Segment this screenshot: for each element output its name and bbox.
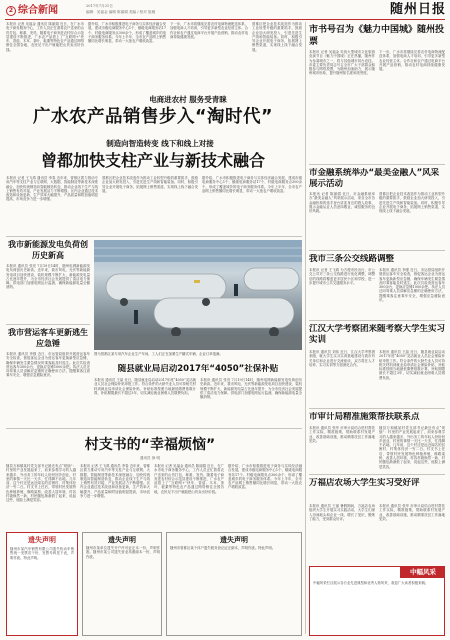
lead-kicker: 电商进农村 服务受青睐 [149, 95, 227, 104]
brief-body: 本报讯 通讯员 张亮 7月19日14时，随州电网新能源发电负荷创历史新高。近年来，我市风电、光伏等新能源发电项目加快建设，装机规模不断扩大，新能源发电量占比逐年提升，为全市经济社会发展提供了清洁电力保障。供电部门加强电网运行监测，确保新能源电量全额消纳。 [6, 264, 90, 290]
employment-body: 本报讯 通讯员 王晶 近日，随县就业局启动2017年度“4050”灵活就业人员社会保险补贴申报工作。符合条件的大龄失业人员可持相关材料到就业局申请社会保险补贴，补贴标准按照当地最低缴费基数计算，补贴期限最长不超过3年，切实减轻就业困难人员缴费负担。 [94, 378, 196, 395]
notice-box [82, 532, 162, 636]
photo-caption: 图为曾都区某专用汽车企业生产车间，工人们正在加紧生产罐式车辆，企业订单饱满。 [94, 352, 223, 356]
second-body: 本报讯 记者 王飞鸿 通讯员 李春 近年来，曾都区着力推动专用汽车等支柱产业与互联网、大数据、智能制造等新技术深度融合，加快传统制造向智能制造转变，推动企业线下生产与线上销售有效对接，产业发展活力不断增强。区内企业通过技术改造和设备更新，生产效率大幅提升，产品质量和附加值明显提高，市场竞争力进一步增强。 [6, 176, 98, 202]
right-body-2: 本报讯 通讯员 王晶 近日，随县就业局启动2017年度“4050”灵活就业人员社会保险补贴申报工作。符合条件的大龄失业人员可持相关材料到就业局申请社会保险补贴，补贴标准按照当地最低缴费基数计算，补贴期限最长不超过3年，切实减轻就业困难人员缴费负担。 [379, 350, 445, 380]
lead-headline: 广水农产品销售步入“淘时代” [32, 107, 273, 127]
brief-headline: 我市营运客车更新逃生应急锤 [8, 328, 88, 348]
feature-body-4: 据介绍，广水市积极推进电子商务与实体经济融合发展，建成市级电商服务中心1个、镇级电商服务站17个、村级电商服务点300余个，形成了覆盖城乡的电子商务服务体系。今年上半年，全市农产品网上销售额同比增长明显，带动一大批农户增收致富。 [228, 464, 302, 490]
right-body-2: 下一步，广水市将继续完善农村电商物流配送体系，加强电商人才培训，引导更多新型农业经营主体、合作社和农户通过电商平台开展产品营销，推动农村电商持续健康发展。 [379, 50, 445, 72]
employment-body-2: 本报讯 通讯员 张亮 7月19日14时，随州电网新能源发电负荷创历史新高。近年来，我市风电、光伏等新能源发电项目加快建设，装机规模不断扩大，新能源发电量占比逐年提升，为全市经济社会发展提供了清洁电力保障。供电部门加强电网运行监测，确保新能源电量全额消纳。 [200, 378, 302, 400]
right-headline: 我市三条公交线路调整 [309, 254, 395, 264]
ad-title: 遗失声明 [28, 536, 56, 544]
divider [309, 164, 445, 165]
lead-body-mid: 据介绍，广水市积极推进电子商务与实体经济融合发展，建成市级电商服务中心1个、镇级电商服务站17个、村级电商服务点300余个，形成了覆盖城乡的电子商务服务体系。今年上半年，全市农产品网上销售额同比增长明显，带动一大批农户增收致富。 [88, 22, 166, 44]
divider [309, 320, 445, 321]
right-headline: 市审计局精准施策帮扶联系点 [309, 412, 420, 422]
right-headline: 市金融系统举办“最美金融人”风采展示活动 [309, 168, 440, 189]
factory-photo-illustration [94, 240, 302, 350]
divider [6, 428, 302, 429]
notice-title: 遗失声明 [220, 536, 248, 544]
section-title: 综合新闻 [18, 5, 58, 16]
right-body: 本报讯 记者 吴福金 央视大型城市文化旅游竞演节目《魅力中国城》正在热播，随州作为参赛城市之一，将与其他城市同台竞技。市委主要负责同志号召全市广大干部群众积极参与网络投票，为随州加油助力，展示随州城市形象，提升随州知名度和美誉度。 [309, 50, 375, 76]
notice-body: 随州市曾都区某个体户遗失税务登记证正副本，声明作废。特此声明。 [170, 546, 276, 550]
corner-box [309, 566, 445, 636]
masthead-rule [5, 19, 445, 20]
feature-byline: 通讯员 徐 明 [139, 456, 161, 460]
ad-body: 随州市某汽车销售有限公司遗失机动车销售统一发票若干份，发票号码见下表，声明作废。特此声明。 [10, 547, 74, 560]
feature-body-2: 本报讯 记者 王飞鸿 通讯员 李春 近年来，曾都区着力推动专用汽车等支柱产业与互联网、大数据、智能制造等新技术深度融合，加快传统制造向智能制造转变，推动企业线下生产与线上销售有效对接，产业发展活力不断增强。区内企业通过技术改造和设备更新，生产效率大幅提升，产品质量和附加值明显提高，市场竞争力进一步增强。 [80, 464, 150, 499]
notice-body: 随州市某单位遗失开户许可证正本一份，声明作废。随州市某公司遗失营业执照副本一份，声明作废。 [86, 546, 160, 559]
ad-box [6, 532, 78, 636]
employment-headline: 随县就业局启动2017年“4050”社保补贴 [117, 364, 279, 374]
feature-headline: 村支书的“幸福烦恼” [84, 437, 216, 453]
right-body-2: 本报讯 通讯员 张华 市审计局结合驻村帮扶工作实际，精准施策，帮助联系村发展产业、改善基础设施，推动精准扶贫工作落地见效。 [379, 504, 445, 521]
divider [6, 324, 90, 325]
second-kicker: 制造向智造转变 线下和线上对接 [106, 139, 214, 148]
notice-box [166, 532, 302, 636]
feature-body-3: 本报讯 记者 吴福金 通讯员 陈丽娟 近日，在广水市电子商务服务中心，工作人员正忙着将农户送来的山货打包、称重、发货。随着电子商务进农村综合示范县建设不断推进，广水农产品搭上了“互联网+”快车，香菇、木耳、茶叶、板栗等特色农产品通过网络销往全国各地，农民足不出户就能把山货卖出好价钱。 [154, 464, 224, 494]
brief-body: 本报讯 通讯员 李强 近日，市运管局组织开展营运客车安全检查，督促客运企业为营运客车更换新型应急锤，确保车辆发生紧急情况时乘客能及时逃生。此次共检查营运客车300余台，更换应急锤1000余把。执法人员还向驾乘人员讲解应急锤的正确使用方法，提醒乘客注意乘车安全，增强应急避险意识。 [6, 352, 90, 378]
divider [309, 474, 445, 475]
brief-headline: 我市新能源发电负荷创历史新高 [8, 240, 88, 260]
feature-body: 随县万和镇某村党支部书记最近有点“烦恼”：村里的产业发展起来了，前来参观学习的人越来越多，外出务工的年轻人纷纷回乡创业，村里的事情一天比一天多，忙得脚不沾地。几年前，这个村还是远近闻名的贫困村，村集体经济一穷二白。村支书上任后，带领村民发展特色种植养殖，修路架桥，改善人居环境，村容村貌焕然一新，村民腰包渐渐鼓了起来，说起这些，他脸上满是笑容。 [6, 464, 76, 503]
column-divider [305, 22, 306, 634]
right-body-2: 随县万和镇某村党支部书记最近有点“烦恼”：村里的产业发展起来了，前来参观学习的人越来越多，外出务工的年轻人纷纷回乡创业，村里的事情一天比一天多，忙得脚不沾地。几年前，这个村还是远近闻名的贫困村，村集体经济一穷二白。村支书上任后，带领村民发展特色种植养殖，修路架桥，改善人居环境，村容村貌焕然一新，村民腰包渐渐鼓了起来，说起这些，他脸上满是笑容。 [379, 426, 445, 469]
masthead [0, 0, 450, 20]
factory-photo [94, 240, 302, 350]
lead-body-left: 本报讯 记者 吴福金 通讯员 陈丽娟 近日，在广水市电子商务服务中心，工作人员正忙着将农户送来的山货打包、称重、发货。随着电子商务进农村综合示范县建设不断推进，广水农产品搭上了“互联网+”快车，香菇、木耳、茶叶、板栗等特色农产品通过网络销往全国各地，农民足不出户就能把山货卖出好价钱。 [6, 22, 84, 52]
second-headline: 曾都加快支柱产业与新技术融合 [40, 151, 265, 170]
right-headline: 市书号召为《魅力中国城》随州投票 [309, 25, 445, 47]
date-line: 2017年7月21日 [86, 4, 113, 8]
editors-line: 编辑：吴福金 编辑 陈丽娟 美编 / 校对 组稿 [86, 10, 156, 14]
divider [309, 250, 445, 251]
right-body: 本报讯 通讯员 刘伟 近日，江汉大学考察团来随，就大学生实习实训基地建设与我市有关单位和企业进行交流座谈，双方将在人才培养、实习实训等方面深化合作。 [309, 350, 375, 367]
right-body-2: 本报讯 通讯员 李强 近日，市运管局组织开展营运客车安全检查，督促客运企业为营运客车更换新型应急锤，确保车辆发生紧急情况时乘客能及时逃生。此次共检查营运客车300余台，更换应急锤1000余把。执法人员还向驾乘人员讲解应急锤的正确使用方法，提醒乘客注意乘车安全，增强应急避险意识。 [379, 268, 445, 303]
right-body-2: 曾都区把企业技术改造作为推动工业转型升级的重要抓手，鼓励企业加大研发投入，引进先进生产线和智能装备。同时，积极引导企业开展电子商务，拓展网上销售渠道，实现线上线下融合发展。 [379, 192, 445, 214]
right-body: 本报讯 通讯员 王丽 暑假期间，万福店农场组织大学生开展实习实践活动，大学生们深入田间地头和企业一线，增长了见识，锻炼了能力，受到群众好评。 [309, 504, 375, 521]
lead-body-right: 下一步，广水市将继续完善农村电商物流配送体系，加强电商人才培训，引导更多新型农业经营主体、合作社和农户通过电商平台开展产品营销，推动农村电商持续健康发展。 [170, 22, 248, 39]
right-headline: 江汉大学考察团来随考察大学生实习实训 [309, 324, 445, 345]
lead-body-right-2: 曾都区把企业技术改造作为推动工业转型升级的重要抓手，鼓励企业加大研发投入，引进先进生产线和智能装备。同时，积极引导企业开展电子商务，拓展网上销售渠道，实现线上线下融合发展。 [252, 22, 302, 52]
second-body-3: 据介绍，广水市积极推进电子商务与实体经济融合发展，建成市级电商服务中心1个、镇级电商服务站17个、村级电商服务点300余个，形成了覆盖城乡的电子商务服务体系。今年上半年，全市农产品网上销售额同比增长明显，带动一大批农户增收致富。 [202, 176, 302, 193]
right-body: 本报讯 通讯员 张华 市审计局结合驻村帮扶工作实际，精准施策，帮助联系村发展产业、改善基础设施，推动精准扶贫工作落地见效。 [309, 426, 375, 443]
divider [309, 408, 445, 409]
divider [6, 236, 302, 237]
right-headline: 万福店农场大学生实习受好评 [309, 478, 420, 488]
paper-name: 随州日报 [389, 2, 446, 17]
right-body: 本报讯 记者 陈丽娟 近日，市金融系统举办“最美金融人”风采展示活动，来自全市各金融机构的选手登台讲述身边的感人故事，展示金融从业人员爱岗敬业、诚信服务的良好风貌。 [309, 192, 375, 214]
notice-title: 遗失声明 [108, 536, 136, 544]
corner-title: 中幅风采 [400, 567, 445, 578]
corner-body: 中幅风采栏目展示各行业先进典型和优秀人物风采，欢迎广大读者积极来稿。 [313, 581, 429, 585]
page-number: 2 [6, 6, 16, 16]
right-body: 本报讯 记者 王飞鸿 为方便市民出行，市公交公司对三条公交线路进行优化调整，调整后的线路将覆盖更多居民小区和学校，进一步提升城市公共交通服务水平。 [309, 268, 375, 285]
second-body-2: 曾都区把企业技术改造作为推动工业转型升级的重要抓手，鼓励企业加大研发投入，引进先进生产线和智能装备。同时，积极引导企业开展电子商务，拓展网上销售渠道，实现线上线下融合发展。 [102, 176, 198, 193]
